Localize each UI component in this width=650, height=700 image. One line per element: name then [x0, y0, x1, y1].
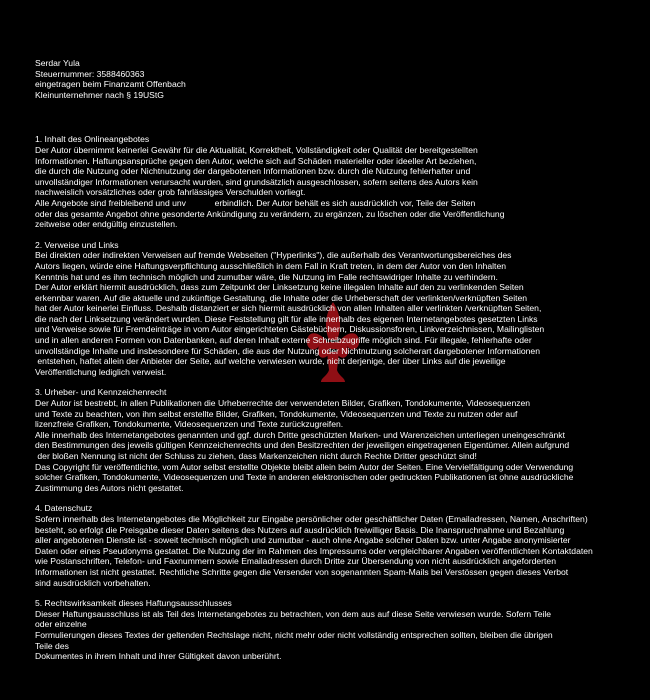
paragraph-line: und Verweise sowie für Fremdeinträge in vom Autor eingerichteten Gästebüchern, Diskussionsforen, Linkverzeichnissen, Mailinglisten: [35, 324, 545, 335]
section-heading: 1. Inhalt des Onlineangebotes: [35, 134, 150, 145]
paragraph-line: unvollständige Inhalte und insbesondere für Schäden, die aus der Nutzung oder Nichtnutzung solcherart dargebotener Informationen: [35, 345, 540, 356]
paragraph-line: erkennbar waren. Auf die aktuelle und zukünftige Gestaltung, die Inhalte oder die Urheberschaft der verlinkten/verknüpften Seiten: [35, 292, 528, 303]
paragraph-line: zeitweise oder endgültig einzustellen.: [35, 219, 178, 230]
paragraph-line: Das Copyright für veröffentlichte, vom Autor selbst erstellte Objekte bleibt allein beim Autor der Seiten. Eine Vervielfältigung oder Verwendung: [35, 461, 574, 472]
section-heading: 2. Verweise und Links: [35, 239, 119, 250]
paragraph-line: Zustimmung des Autors nicht gestattet.: [35, 482, 184, 493]
author-name: Serdar Yula: [35, 58, 80, 68]
section-heading: 4. Datenschutz: [35, 503, 93, 514]
paragraph-line: oder einzelne: [35, 619, 87, 630]
paragraph-line: Sofern innerhalb des Internetangebotes die Möglichkeit zur Eingabe persönlicher oder geschäftlicher Daten (Emailadressen, Namen, Anschriften): [35, 513, 588, 524]
paragraph-line: Veröffentlichung lediglich verweist.: [35, 366, 167, 377]
disclaimer-sections: [35, 134, 635, 661]
paragraph-line: Teile des: [35, 640, 69, 651]
tax-number: Steuernummer: 3588460363: [35, 68, 145, 79]
address-block: [35, 58, 635, 100]
paragraph-line: lizenzfreie Grafiken, Tondokumente, Videosequenzen und Texte zurückzugreifen.: [35, 419, 344, 430]
paragraph-line: die durch die Nutzung oder Nichtnutzung der dargebotenen Informationen bzw. durch die Nutzung fehlerhafter und: [35, 166, 471, 177]
paragraph-line: den Bestimmungen des jeweils gültigen Kennzeichenrechts und den Besitzrechten der jeweiligen eingetragenen Eigentümer. Allein aufgrund: [35, 440, 570, 451]
paragraph-line: Autors liegen, würde eine Haftungsverpflichtung ausschließlich in dem Fall in Kraft treten, in dem der Autor von den Inhalten: [35, 260, 507, 271]
paragraph-line: unvollständiger Informationen verursacht wurden, sind grundsätzlich ausgeschlossen, sofern seitens des Autors kein: [35, 176, 478, 187]
section-heading: 3. Urheber- und Kennzeichenrecht: [35, 387, 167, 398]
paragraph-line: Informationen ist nicht gestattet. Rechtliche Schritte gegen die Versender von sogenannten Spam-Mails bei Verstössen gegen dieses Verbot: [35, 566, 569, 577]
paragraph-line: entstehen, haftet allein der Anbieter der Seite, auf welche verwiesen wurde, nicht derjenige, der über Links auf die jeweilige: [35, 356, 506, 367]
paragraph-line: Alle innerhalb des Internetangebotes genannten und ggf. durch Dritte geschützten Marken- und Warenzeichen unterliegen uneingeschränkt: [35, 429, 565, 440]
paragraph-line: Dokumentes in ihrem Inhalt und ihrer Gültigkeit davon unberührt.: [35, 651, 282, 662]
disclaimer-section: [35, 387, 635, 493]
disclaimer-section: [35, 134, 635, 229]
paragraph-line: wie Postanschriften, Telefon- und Faxnummern sowie Emailadressen durch Dritte zur Übersendung von nicht ausdrücklich angeforderten: [35, 556, 556, 567]
paragraph-line: solcher Grafiken, Tondokumente, Videosequenzen und Texte in anderen elektronischen oder gedruckten Publikationen ist ohne ausdrückliche: [35, 472, 574, 483]
paragraph-line: Der Autor übernimmt keinerlei Gewähr für die Aktualität, Korrektheit, Vollständigkeit oder Qualität der bereitgestellten: [35, 144, 478, 155]
paragraph-line: Alle Angebote sind freibleibend und unv erbindlich. Der Autor behält es sich ausdrücklich vor, Teile der Seiten: [35, 197, 476, 208]
tax-office: eingetragen beim Finanzamt Offenbach: [35, 79, 186, 90]
paragraph-line: Kenntnis hat und es ihm technisch möglich und zumutbar wäre, die Nutzung im Falle rechtswidriger Inhalte zu verhindern.: [35, 271, 498, 282]
paragraph-line: Dieser Haftungsausschluss ist als Teil des Internetangebotes zu betrachten, von dem aus auf diese Seite verwiesen wurde. Sofern Teile: [35, 608, 552, 619]
paragraph-line: die nach der Linksetzung verändert wurden. Diese Feststellung gilt für alle innerhalb des eigenen Internetangebotes gesetzten Links: [35, 313, 538, 324]
paragraph-line: aller angebotenen Dienste ist - soweit technisch möglich und zumutbar - auch ohne Angabe solcher Daten bzw. unter Angabe anonymisierter: [35, 535, 571, 546]
paragraph-line: Formulierungen dieses Textes der geltenden Rechtslage nicht, nicht mehr oder nicht vollständig entsprechen sollten, bleiben die übrigen: [35, 629, 553, 640]
disclaimer-section: [35, 240, 635, 378]
paragraph-line: Informationen. Haftungsansprüche gegen den Autor, welche sich auf Schäden materieller oder ideeller Art beziehen,: [35, 155, 477, 166]
paragraph-line: Der Autor erklärt hiermit ausdrücklich, dass zum Zeitpunkt der Linksetzung keine illegalen Inhalte auf den zu verlinkenden Seiten: [35, 282, 524, 293]
disclaimer-section: [35, 503, 635, 588]
document-body: [35, 58, 635, 672]
paragraph-line: besteht, so erfolgt die Preisgabe dieser Daten seitens des Nutzers auf ausdrücklich freiwilliger Basis. Die Inanspruchnahme und Bezahlung: [35, 524, 565, 535]
paragraph-line: oder das gesamte Angebot ohne gesonderte Ankündigung zu verändern, zu ergänzen, zu löschen oder die Veröffentlichung: [35, 208, 505, 219]
paragraph-line: und in allen anderen Formen von Datenbanken, auf deren Inhalt externe Schreibzugriffe möglich sind. Für illegale, fehlerhafte oder: [35, 335, 532, 346]
paragraph-line: Bei direkten oder indirekten Verweisen auf fremde Webseiten ("Hyperlinks"), die außerhalb des Verantwortungsbereiches des: [35, 250, 512, 261]
business-status: Kleinunternehmer nach § 19UStG: [35, 89, 164, 100]
paragraph-line: Daten oder eines Pseudonyms gestattet. Die Nutzung der im Rahmen des Impressums oder vergleichbarer Angaben veröffentlichten Kontaktdaten: [35, 545, 593, 556]
paragraph-line: sind ausdrücklich vorbehalten.: [35, 577, 151, 588]
section-heading: 5. Rechtswirksamkeit dieses Haftungsausschlusses: [35, 598, 232, 609]
paragraph-line: nachweislich vorsätzliches oder grob fahrlässiges Verschulden vorliegt.: [35, 187, 306, 198]
paragraph-line: der bloßen Nennung ist nicht der Schluss zu ziehen, dass Markenzeichen nicht durch Rechte Dritter geschützt sind!: [35, 451, 477, 461]
paragraph-line: Der Autor ist bestrebt, in allen Publikationen die Urheberrechte der verwendeten Bilder, Grafiken, Tondokumente, Videosequenzen: [35, 398, 531, 409]
paragraph-line: und Texte zu beachten, von ihm selbst erstellte Bilder, Grafiken, Tondokumente, Videosequenzen und Texte zu nutzen oder auf: [35, 408, 518, 419]
paragraph-line: hat der Autor keinerlei Einfluss. Deshalb distanziert er sich hiermit ausdrücklich von allen Inhalten aller verlinkten /verknüpften Seiten,: [35, 303, 542, 314]
disclaimer-section: [35, 598, 635, 662]
